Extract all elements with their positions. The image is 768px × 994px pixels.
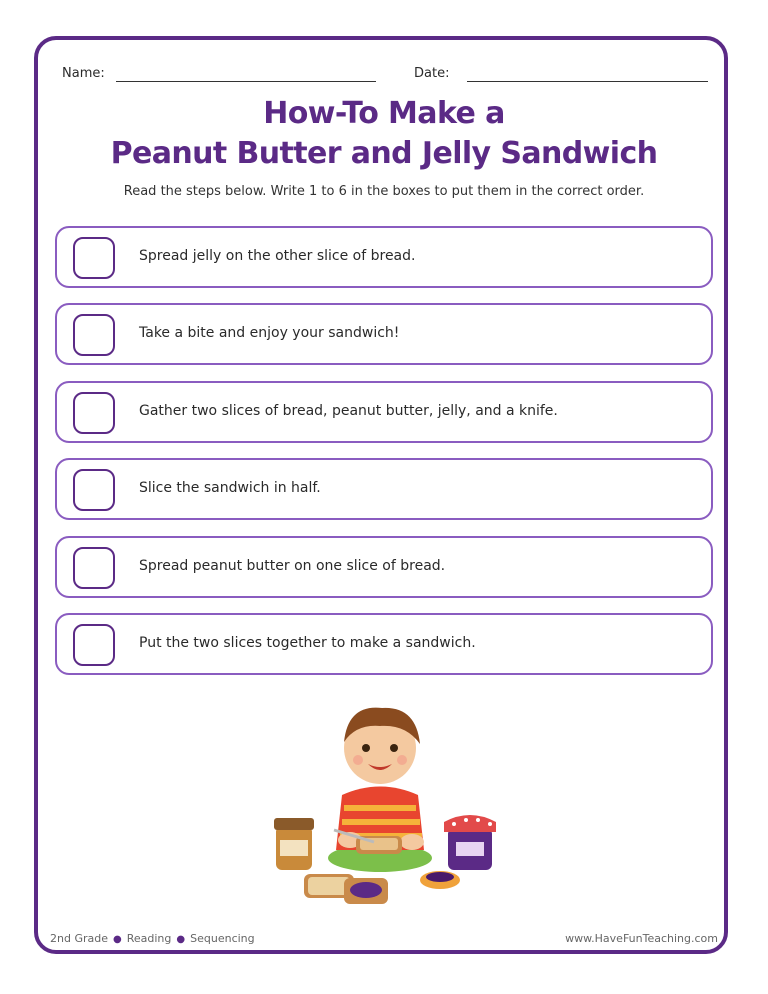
instructions-text: Read the steps below. Write 1 to 6 in the boxes to put them in the correct order. — [123, 184, 645, 199]
page-title-line-1: How-To Make a — [263, 96, 505, 131]
step-number-box[interactable] — [73, 547, 115, 589]
step-card — [55, 458, 713, 520]
step-card — [55, 536, 713, 598]
name-field[interactable] — [116, 81, 376, 82]
date-label: Date: — [414, 66, 450, 81]
step-card — [55, 226, 713, 288]
step-number-box[interactable] — [73, 469, 115, 511]
step-number-box[interactable] — [73, 624, 115, 666]
name-date-row — [62, 66, 708, 88]
step-text: Gather two slices of bread, peanut butter, jelly, and a knife. — [139, 403, 558, 419]
step-text: Spread peanut butter on one slice of bread. — [139, 558, 446, 574]
bullet-icon: ● — [113, 934, 122, 945]
footer-subject: Reading — [126, 932, 172, 945]
boy-making-sandwich-illustration — [264, 690, 504, 920]
step-card — [55, 303, 713, 365]
footer-website[interactable]: www.HaveFunTeaching.com — [565, 932, 718, 945]
step-number-box[interactable] — [73, 392, 115, 434]
step-text: Put the two slices together to make a sandwich. — [139, 635, 476, 651]
footer-tags — [50, 932, 255, 945]
footer-grade: 2nd Grade — [50, 932, 108, 945]
step-text: Slice the sandwich in half. — [139, 480, 321, 496]
step-card — [55, 381, 713, 443]
date-field[interactable] — [467, 81, 708, 82]
step-number-box[interactable] — [73, 237, 115, 279]
footer-topic: Sequencing — [190, 932, 255, 945]
bullet-icon: ● — [176, 934, 186, 945]
step-card — [55, 613, 713, 675]
step-text: Take a bite and enjoy your sandwich! — [139, 325, 400, 341]
step-text: Spread jelly on the other slice of bread. — [139, 248, 416, 264]
name-label: Name: — [62, 66, 105, 81]
step-number-box[interactable] — [73, 314, 115, 356]
page-title-line-2: Peanut Butter and Jelly Sandwich — [110, 136, 658, 171]
